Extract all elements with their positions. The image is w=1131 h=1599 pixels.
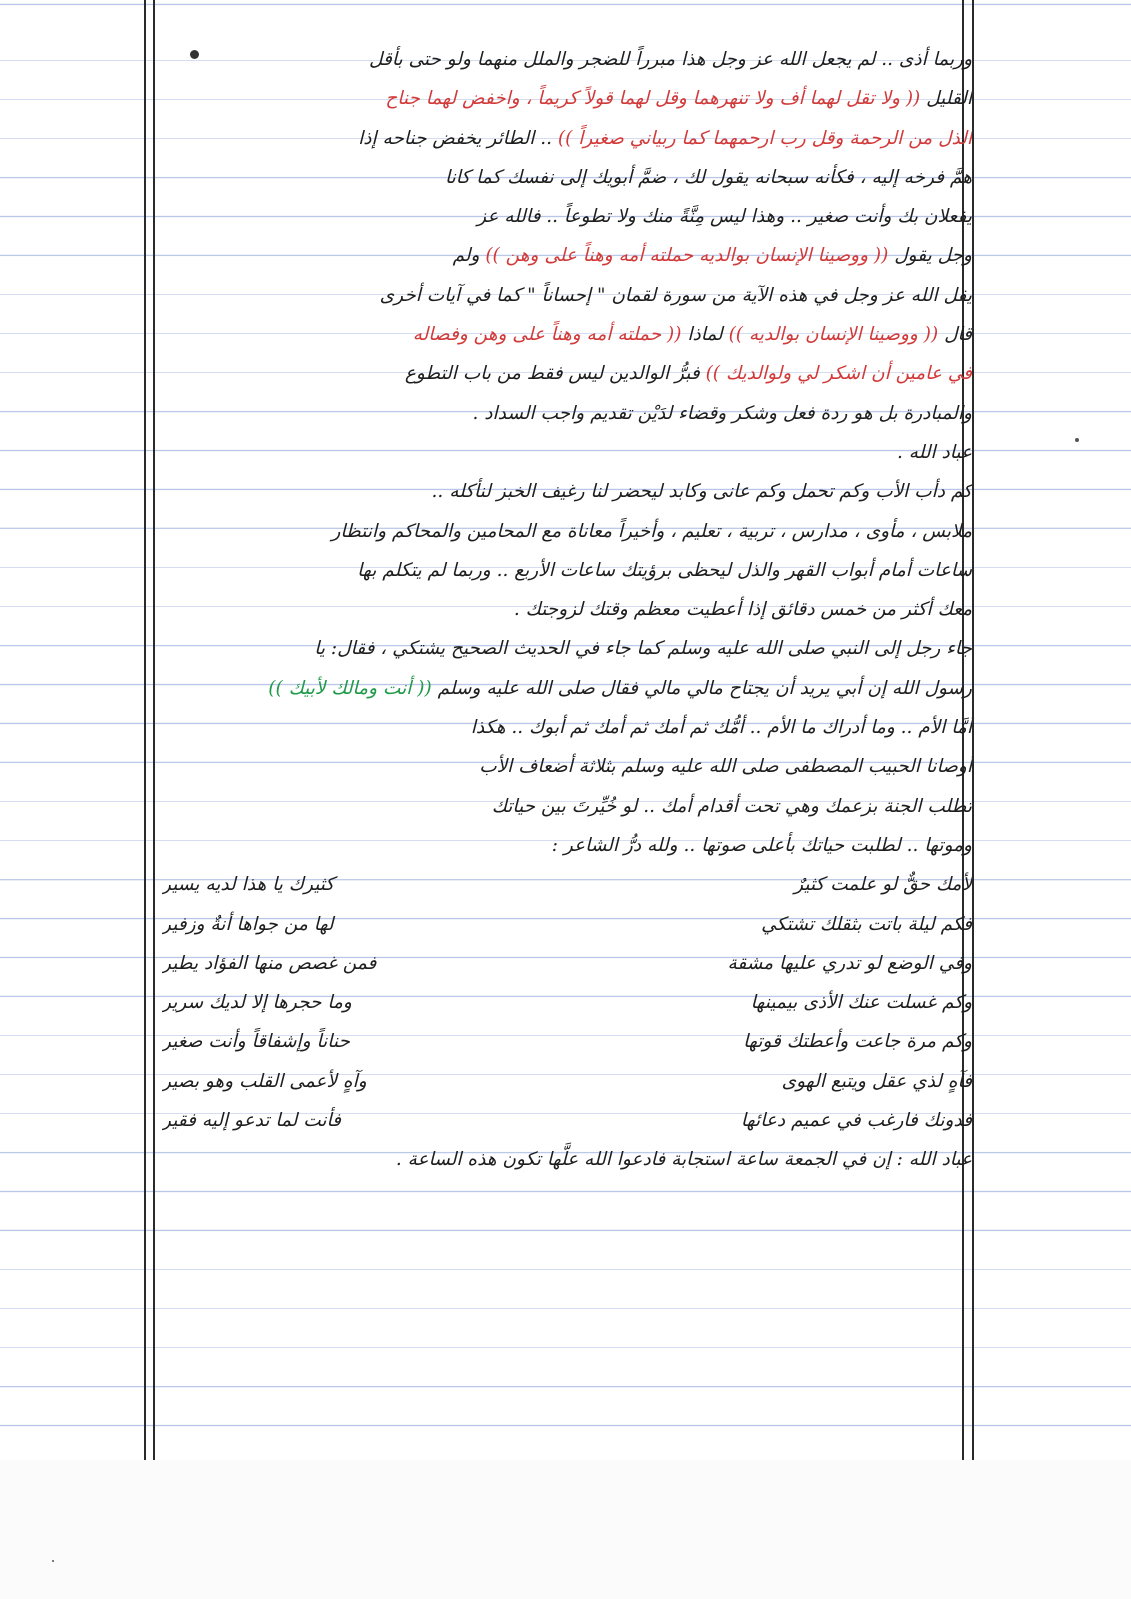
text-segment: عباد الله . [897,441,972,463]
text-line [162,197,972,236]
poem-verse [162,1101,972,1140]
verse-second-hemistich: فأنت لما تدعو إليه فقير [162,1110,342,1132]
verse-second-hemistich: وما حجرها إلا لديك سرير [162,992,352,1014]
text-segment: لماذا [681,324,729,346]
text-segment: أمَّا الأم .. وما أدراك ما الأم .. أمُّك ثم أمك ثم أمك ثم أبوك .. هكذا [470,717,972,739]
text-segment: معك أكثر من خمس دقائق إذا أعطيت معظم وقتك لزوجتك . [513,599,972,621]
text-segment: والمبادرة بل هو ردة فعل وشكر وقضاء لدَيْن تقديم واجب السداد . [472,402,972,424]
verse-first-hemistich: وكم غسلت عنك الأذى بيمينها [750,992,972,1014]
text-line [162,472,972,511]
text-segment: القليل [920,88,972,110]
text-segment: همَّ فرخه إليه ، فكأنه سبحانه يقول لك ، ضمَّ أبويك إلى نفسك كما كانا [444,166,972,188]
text-line [162,236,972,275]
verse-first-hemistich: فآهٍ لذي عقل ويتبع الهوى [781,1070,972,1092]
quoted-segment: في عامين أن اشكر لي ولوالديك )) [705,363,972,385]
margin-rule-right-outer [972,0,974,1460]
text-segment: وجل يقول [888,245,972,267]
text-line [162,354,972,393]
poem-verse [162,865,972,904]
text-line [162,708,972,747]
text-segment: فبرُّ الوالدين ليس فقط من باب التطوع [404,363,706,385]
closing-line: عباد الله : إن في الجمعة ساعة استجابة فادعوا الله علَّها تكون هذه الساعة . [395,1149,972,1171]
margin-rule-left-inner [153,0,155,1460]
text-line [162,590,972,629]
text-line [162,394,972,433]
verse-second-hemistich: وآهٍ لأعمى القلب وهو بصير [162,1070,367,1092]
poem-verse [162,1062,972,1101]
page-bottom-blank [0,1460,1131,1599]
poem-verse [162,905,972,944]
text-line [162,512,972,551]
verse-second-hemistich: لها من جواها أنةٌ وزفير [162,913,334,935]
text-segment: رسول الله إن أبي يريد أن يجتاح مالي مالي فقال صلى الله عليه وسلم [431,677,972,699]
text-line [162,315,972,354]
ink-speck [52,1560,54,1562]
text-segment: يفعلان بك وأنت صغير .. وهذا ليس مِنَّةً منك ولا تطوعاً .. فالله عز [477,206,972,228]
text-line [162,551,972,590]
text-segment: وموتها .. لطلبت حياتك بأعلى صوتها .. ولله درُّ الشاعر : [551,834,972,856]
quoted-segment: (( ولا تقل لهما أف ولا تنهرهما وقل لهما قولاً كريماً ، واخفض لهما جناح [385,88,921,110]
text-segment: جاء رجل إلى النبي صلى الله عليه وسلم كما جاء في الحديث الصحيح يشتكي ، فقال: يا [314,638,972,660]
text-segment: .. الطائر يخفض جناحه إذا [358,127,558,149]
text-line [162,433,972,472]
text-segment: ملابس ، مأوى ، مدارس ، تربية ، تعليم ، وأخيراً معاناة مع المحامين والمحاكم وانتظار [331,520,972,542]
text-line [162,158,972,197]
text-segment: قال [938,324,972,346]
poem-verse [162,944,972,983]
quoted-segment: (( حملته أمه وهناً على وهن وفصاله [412,324,682,346]
verse-first-hemistich: فكم ليلة باتت بثقلك تشتكي [761,913,972,935]
quoted-segment: الذل من الرحمة وقل رب ارحمهما كما ربياني صغيراً )) [557,127,972,149]
text-line [162,787,972,826]
poem-verse [162,983,972,1022]
text-line [162,276,972,315]
verse-first-hemistich: فدونك فارغب في عميم دعائها [740,1110,972,1132]
text-line [162,119,972,158]
text-segment: ولم [452,245,486,267]
margin-rule-left-outer [144,0,146,1460]
poem-verse [162,1022,972,1061]
ink-speck [1075,438,1079,442]
handwritten-text [162,40,972,1180]
text-line [162,826,972,865]
text-line [162,629,972,668]
text-segment: ساعات أمام أبواب القهر والذل ليحظى برؤيتك ساعات الأربع .. وربما لم يتكلم بها [357,559,972,581]
text-segment: وربما أذى .. لم يجعل الله عز وجل هذا مبرراً للضجر والملل منهما ولو حتى بأقل [368,49,972,70]
quoted-segment: (( ووصينا الإنسان بوالديه حملته أمه وهناً على وهن )) [485,245,889,267]
text-line [162,79,972,118]
quoted-segment: (( ووصينا الإنسان بوالديه )) [728,324,939,346]
text-segment: يقل الله عز وجل في هذه الآية من سورة لقمان " إحساناً " كما في آيات أخرى [379,284,972,306]
verse-second-hemistich: فمن غصص منها الفؤاد يطير [162,952,377,974]
text-segment: كم دأب الأب وكم تحمل وكم عانى وكابد ليحضر لنا رغيف الخبز لنأكله .. [431,481,972,503]
ink-speck [190,50,199,59]
verse-first-hemistich: وفي الوضع لو تدري عليها مشقة [727,952,972,974]
verse-first-hemistich: لأمك حقٌّ لو علمت كثيرٌ [794,874,972,896]
verse-second-hemistich: حناناً وإشفاقاً وأنت صغير [162,1031,350,1053]
verse-first-hemistich: وكم مرة جاعت وأعطتك قوتها [743,1031,972,1053]
quoted-segment: (( أنت ومالك لأبيك )) [268,677,432,699]
text-segment: تطلب الجنة بزعمك وهي تحت أقدام أمك .. لو خُيِّرتَ بين حياتك [491,795,972,817]
text-line [162,40,972,79]
text-segment: أوصانا الحبيب المصطفى صلى الله عليه وسلم بثلاثة أضعاف الأب [479,756,972,778]
text-line [162,669,972,708]
verse-second-hemistich: كثيرك يا هذا لديه يسير [162,874,335,896]
text-line [162,747,972,786]
